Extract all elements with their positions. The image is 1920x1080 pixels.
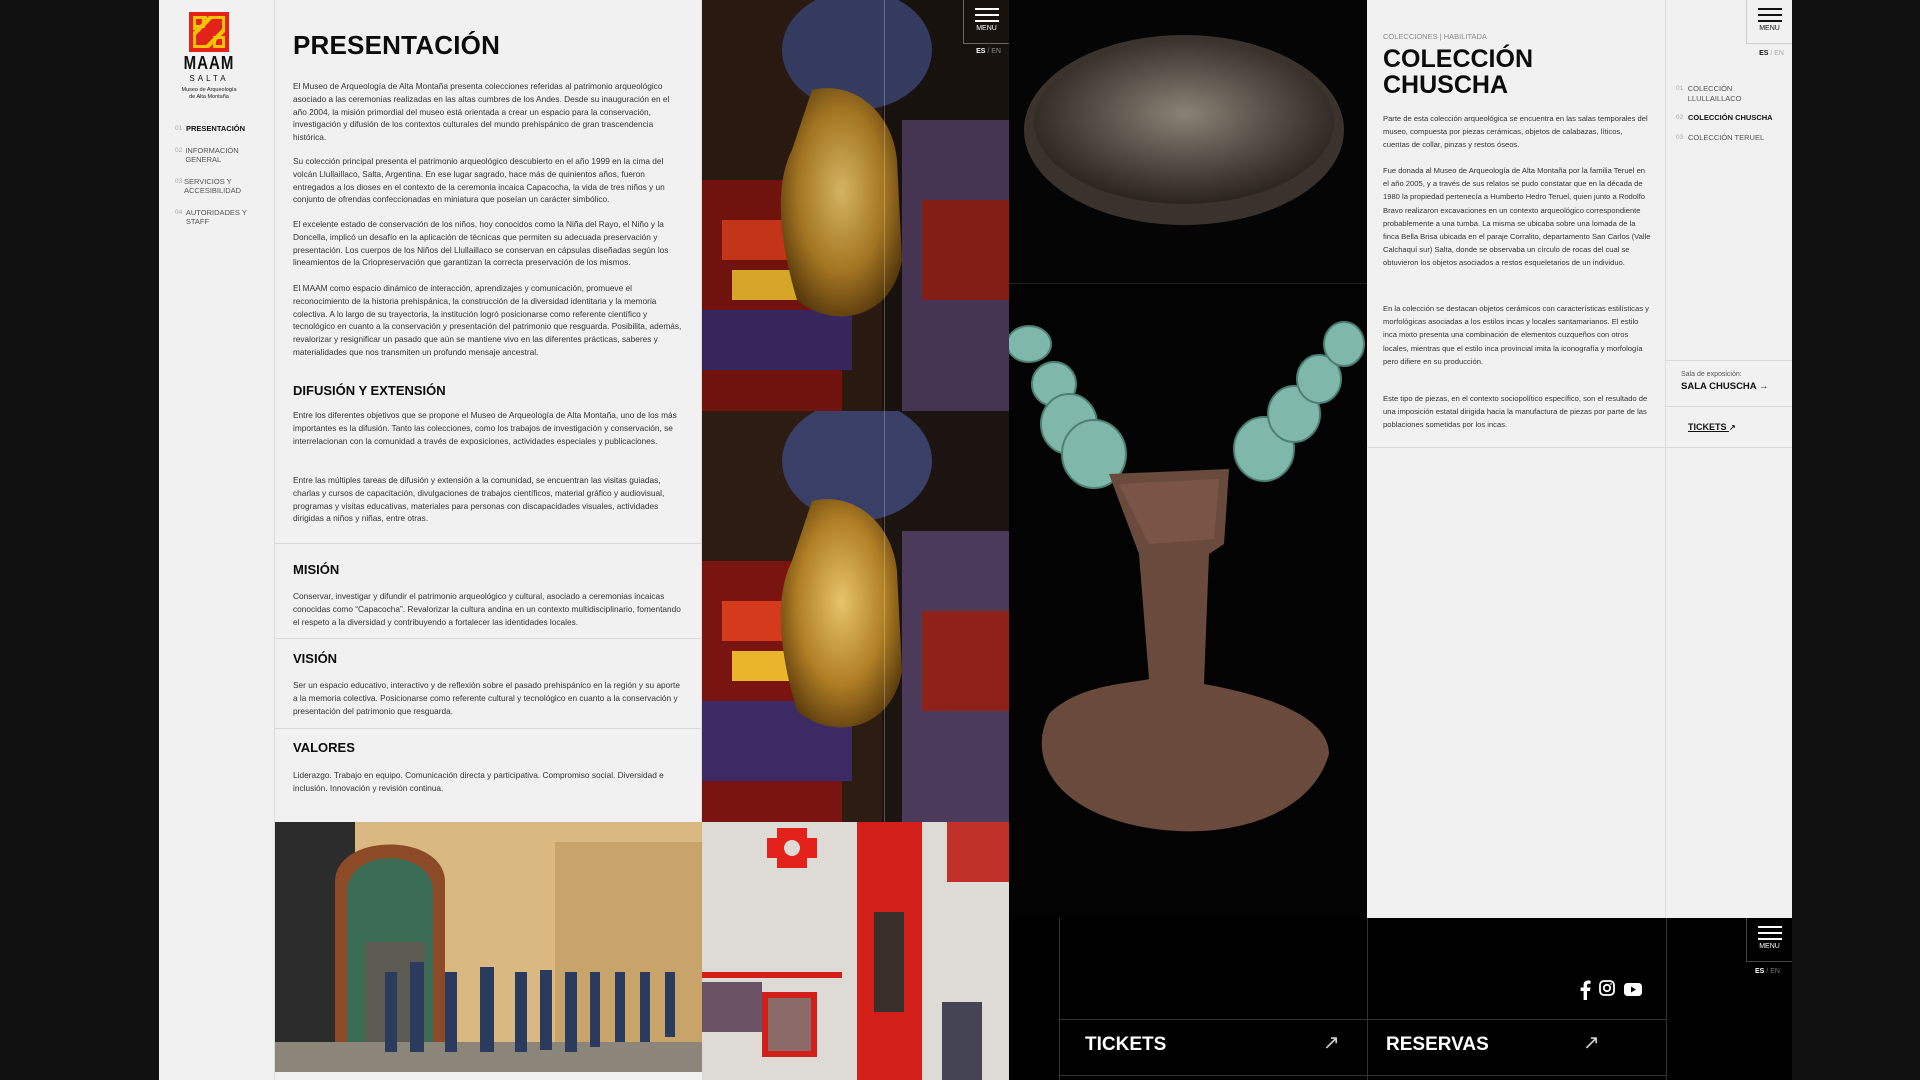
breadcrumb: COLECCIONES | HABILITADA bbox=[1383, 32, 1487, 41]
logo-caption-line-2: de Alta Montaña bbox=[189, 94, 229, 100]
artifact-photo-ceramic-bowl bbox=[1009, 0, 1367, 283]
right-background-margin bbox=[1792, 0, 1920, 1080]
sidebar-divider bbox=[1666, 360, 1792, 361]
nav-item-label: AUTORIDADES Y STAFF bbox=[185, 207, 247, 226]
hamburger-icon bbox=[1758, 926, 1782, 940]
menu-button-footer[interactable] bbox=[1746, 918, 1792, 962]
coleccion-paragraph-1: Parte de esta colección arqueológica se encuentra en las salas temporales del museo, compuesta por piezas cerámicas, objetos de calabazas, líticos, cuentas de collar, pinzas y restos óseos. bbox=[1383, 114, 1648, 150]
presentacion-paragraph-3: El excelente estado de conservación de los niños, hoy conocidos como la Niña del Rayo, el Niño y la Doncella, implicó un desafío en la aplicación de técnicas que permiten su adecuada preservación y presentación. Los cuerpos de los Niños del Llullaillaco se conservan en cápsulas diseñadas según los lineamientos de la Criopreservación que garantizan la correcta preservación de los mismos. bbox=[293, 219, 669, 268]
tickets-link-label: TICKETS bbox=[1688, 422, 1727, 432]
arrow-up-right-icon[interactable]: ↗ bbox=[1323, 1032, 1340, 1054]
menu-label: MENU bbox=[1759, 943, 1780, 950]
section-divider bbox=[275, 638, 702, 639]
presentacion-panel bbox=[275, 0, 702, 822]
section-nav-item-presentacion[interactable] bbox=[175, 124, 271, 134]
nav-item-label: PRESENTACIÓN bbox=[186, 124, 246, 133]
menu-button-right[interactable] bbox=[1746, 0, 1792, 44]
language-switcher-right[interactable] bbox=[1759, 50, 1784, 57]
collections-nav bbox=[1676, 84, 1786, 152]
nav-item-label: SERVICIOS Y ACCESIBILIDAD bbox=[184, 176, 242, 195]
left-background-margin bbox=[0, 0, 159, 1080]
collections-nav-item-chuscha[interactable] bbox=[1676, 113, 1786, 123]
footer-divider bbox=[1666, 918, 1667, 1080]
menu-button[interactable] bbox=[963, 0, 1009, 44]
lang-en[interactable]: EN bbox=[1770, 968, 1780, 975]
lang-separator: / bbox=[985, 48, 992, 55]
footer bbox=[1009, 918, 1792, 1080]
artifact-image-column bbox=[702, 0, 1009, 822]
nav-item-number: 02 bbox=[175, 146, 183, 154]
photo-museum-interior bbox=[702, 822, 1009, 1080]
hamburger-icon bbox=[1758, 8, 1782, 22]
difusion-paragraph-1: Entre los diferentes objetivos que se propone el Museo de Arqueología de Alta Montaña, uno de los más importantes es la difusión. Tanto las colecciones, como los trabajos de investigación y conservación, se interrelacionan con la comunidad a través de exposiciones, actividades especiales y publicaciones. bbox=[293, 410, 677, 446]
hamburger-icon bbox=[975, 8, 999, 22]
collections-nav-item-teruel[interactable] bbox=[1676, 133, 1786, 143]
facebook-icon[interactable] bbox=[1579, 980, 1591, 1000]
coleccion-paragraph-3: En la colección se destacan objetos cerámicos con características estilísticas y morfológicas asociadas a los estilos incas y locales santamarianos. El estilo inca mixto presenta una combinación de elementos cuzqueños con otros locales, mientras que el estilo inca provincial imita la iconografía y morfología pero difiere en su producción. bbox=[1383, 304, 1649, 366]
lang-es[interactable]: ES bbox=[1759, 50, 1769, 57]
nav-item-number: 02 bbox=[1676, 114, 1684, 121]
section-divider bbox=[1367, 447, 1666, 448]
instagram-icon[interactable] bbox=[1599, 980, 1615, 996]
tickets-link[interactable] bbox=[1688, 422, 1736, 432]
presentacion-paragraph-1: El Museo de Arqueología de Alta Montaña presenta colecciones referidas al patrimonio arqueológico asociado a las ceremonias realizadas en las altas cumbres de los Andes. Desde su inauguración en el año 2004, la misión primordial del museo está orientada a crear un espacio para la conservación, investigación y difusión de los contextos culturales del mundo prehispánico de gran trascendencia histórica. bbox=[293, 81, 670, 143]
collections-sidebar bbox=[1666, 0, 1792, 918]
arrow-right-icon: → bbox=[1758, 381, 1769, 392]
sala-link-label: SALA CHUSCHA bbox=[1681, 381, 1757, 392]
column-divider bbox=[884, 0, 885, 822]
coleccion-title bbox=[1383, 46, 1643, 98]
logo-city: SALTA bbox=[189, 74, 229, 83]
menu-label: MENU bbox=[1759, 25, 1780, 32]
mision-text: Conservar, investigar y difundir el patrimonio arqueológico y cultural, asociado a ceremonias incaicas conocidas como “Capacocha”. Revalorizar la cultura andina en un contexto multidisciplinario, fomentando el respeto a la diversidad y contribuyendo a fortalecer las identidades locales. bbox=[293, 591, 681, 627]
sala-chuscha-link[interactable] bbox=[1681, 381, 1768, 392]
youtube-icon[interactable] bbox=[1624, 983, 1642, 996]
nav-item-number: 01 bbox=[1676, 85, 1684, 92]
arrow-up-right-icon: ↗ bbox=[1729, 423, 1736, 432]
footer-divider bbox=[1059, 1019, 1666, 1020]
artifact-photo-gold-figure-2 bbox=[702, 411, 1009, 822]
collections-nav-item-llullaillaco[interactable] bbox=[1676, 84, 1786, 103]
footer-reservas-button[interactable]: RESERVAS bbox=[1386, 1034, 1489, 1055]
lang-en[interactable]: EN bbox=[1774, 50, 1784, 57]
artifact-photo-turquoise-necklace bbox=[1009, 283, 1367, 918]
difusion-heading: DIFUSIÓN Y EXTENSIÓN bbox=[293, 383, 446, 398]
maam-logo-mark-icon bbox=[189, 12, 229, 52]
valores-text: Liderazgo. Trabajo en equipo. Comunicación directa y participativa. Compromiso social. Diversidad e inclusión. Innovación y revisión continua. bbox=[293, 770, 664, 793]
difusion-paragraph-2: Entre las múltiples tareas de difusión y extensión a la comunidad, se encuentran las visitas guiadas, charlas y cursos de capacitación, divulgaciones de trabajos científicos, material gráfico y audiovisual, programas y visitas educativas, materiales para personas con discapacidades visuales, actividades dirigidas a niños y niñas, entre otras. bbox=[293, 475, 665, 524]
lang-en[interactable]: EN bbox=[991, 48, 1001, 55]
page-title: PRESENTACIÓN bbox=[293, 30, 501, 60]
sala-label: Sala de exposición: bbox=[1681, 371, 1742, 378]
nav-item-label: COLECCIÓN CHUSCHA bbox=[1688, 113, 1773, 122]
photo-museum-entrance-crowd bbox=[275, 822, 702, 1080]
section-nav-item-informacion-general[interactable] bbox=[175, 146, 271, 165]
sidebar-divider bbox=[1666, 447, 1792, 448]
section-nav-item-servicios-accesibilidad[interactable] bbox=[175, 177, 271, 196]
nav-item-number: 04 bbox=[175, 208, 183, 216]
coleccion-title-line-1: COLECCIÓN bbox=[1383, 45, 1533, 73]
footer-tickets-button[interactable]: TICKETS bbox=[1085, 1034, 1167, 1055]
coleccion-panel bbox=[1367, 0, 1666, 918]
lang-es[interactable]: ES bbox=[1755, 968, 1765, 975]
nav-item-number: 01 bbox=[175, 125, 183, 132]
valores-heading: VALORES bbox=[293, 740, 355, 755]
arrow-up-right-icon[interactable]: ↗ bbox=[1583, 1032, 1600, 1054]
footer-divider bbox=[1059, 1075, 1666, 1076]
section-divider bbox=[275, 728, 702, 729]
presentacion-paragraph-4: El MAAM como espacio dinámico de interacción, aprendizajes y comunicación, promueve el reconocimiento de la historia prehispánica, la construcción de la diversidad identitaria y la memoria colectiva. A lo largo de su trayectoria, la institución logró posicionarse como referente científico y tecnológico en cuanto a la conservación y presentación del patrimonio que resguarda. Posibilita, además, revalorizar y resignificar un pasado que aún se mantiene vivo en las diferentes prácticas, saberes y materialidades que nos transmiten un profundo mensaje ancestral. bbox=[293, 283, 682, 357]
coleccion-paragraph-2: Fue donada al Museo de Arqueología de Alta Montaña por la familia Teruel en el año 2005, y a través de sus relatos se pudo constatar que en la década de 1980 la propiedad pertenecía a Humberto Hedro Teruel, quien junto a Rodolfo Bravo realizaron excavaciones en un contexto arqueológico correspondiente probablemente a una tumba. La misma se ubicaba sobre una lomada de la finca Bella Brisa ubicada en el paraje Corralito, departamento San Carlos (Valle Calchaquí sur) Salta, donde se observaba un círculo de rocas del cual se obtuvieron los objetos asociados a restos esqueletarios de un individuo. bbox=[1383, 166, 1651, 268]
menu-label: MENU bbox=[976, 25, 997, 32]
logo-caption-line-1: Museo de Arqueología bbox=[181, 87, 237, 93]
maam-logo[interactable] bbox=[179, 12, 239, 101]
coleccion-title-line-2: CHUSCHA bbox=[1383, 71, 1508, 99]
nav-item-label: COLECCIÓN LLULLAILLACO bbox=[1687, 84, 1742, 103]
footer-divider bbox=[1367, 918, 1368, 1080]
logo-wordmark: MAAM bbox=[183, 52, 235, 75]
nav-item-label: COLECCIÓN TERUEL bbox=[1688, 132, 1765, 142]
nav-item-label: INFORMACIÓN GENERAL bbox=[185, 145, 239, 164]
lang-es[interactable]: ES bbox=[976, 48, 986, 55]
presentacion-paragraph-2: Su colección principal presenta el patrimonio arqueológico descubierto en el año 1999 en la cima del volcán Llullaillaco, Salta, Argentina. En ese lugar sagrado, hace más de quinientos años, fueron entregados a los dioses en el contexto de la ceremonia incaica Capacocha, la vida de tres niños y un conjunto de ofrendas confeccionadas en miniatura que poseían un carácter simbólico. bbox=[293, 156, 665, 205]
nav-item-number: 03 bbox=[175, 177, 183, 185]
vision-heading: VISIÓN bbox=[293, 651, 338, 666]
lang-separator: / bbox=[1768, 50, 1775, 57]
logo-caption bbox=[179, 87, 239, 101]
section-divider bbox=[275, 543, 702, 544]
artifact-photo-gold-figure bbox=[702, 0, 1009, 411]
section-nav bbox=[175, 124, 271, 239]
nav-item-number: 03 bbox=[1676, 133, 1684, 141]
coleccion-paragraph-4: Este tipo de piezas, en el contexto sociopolítico específico, son el resultado de una imposición estatal dirigida hacia la manufactura de piezas por parte de las poblaciones sometidas por los incas. bbox=[1383, 394, 1648, 430]
sidebar-divider bbox=[1666, 406, 1792, 407]
language-switcher-footer[interactable] bbox=[1755, 968, 1780, 975]
footer-divider bbox=[1059, 918, 1060, 1080]
mision-heading: MISIÓN bbox=[293, 562, 340, 577]
vision-text: Ser un espacio educativo, interactivo y de reflexión sobre el pasado prehispánico en la región y su aporte a la memoria colectiva. Posicionarse como referente cultural y tecnológico en cuanto a la conservación y presentación del patrimonio que resguarda. bbox=[293, 680, 680, 716]
section-nav-item-autoridades-staff[interactable] bbox=[175, 208, 271, 227]
lang-separator: / bbox=[1764, 968, 1771, 975]
left-sidebar bbox=[159, 0, 275, 1080]
collection-artifacts-column bbox=[1009, 0, 1367, 918]
language-switcher[interactable] bbox=[976, 48, 1001, 55]
